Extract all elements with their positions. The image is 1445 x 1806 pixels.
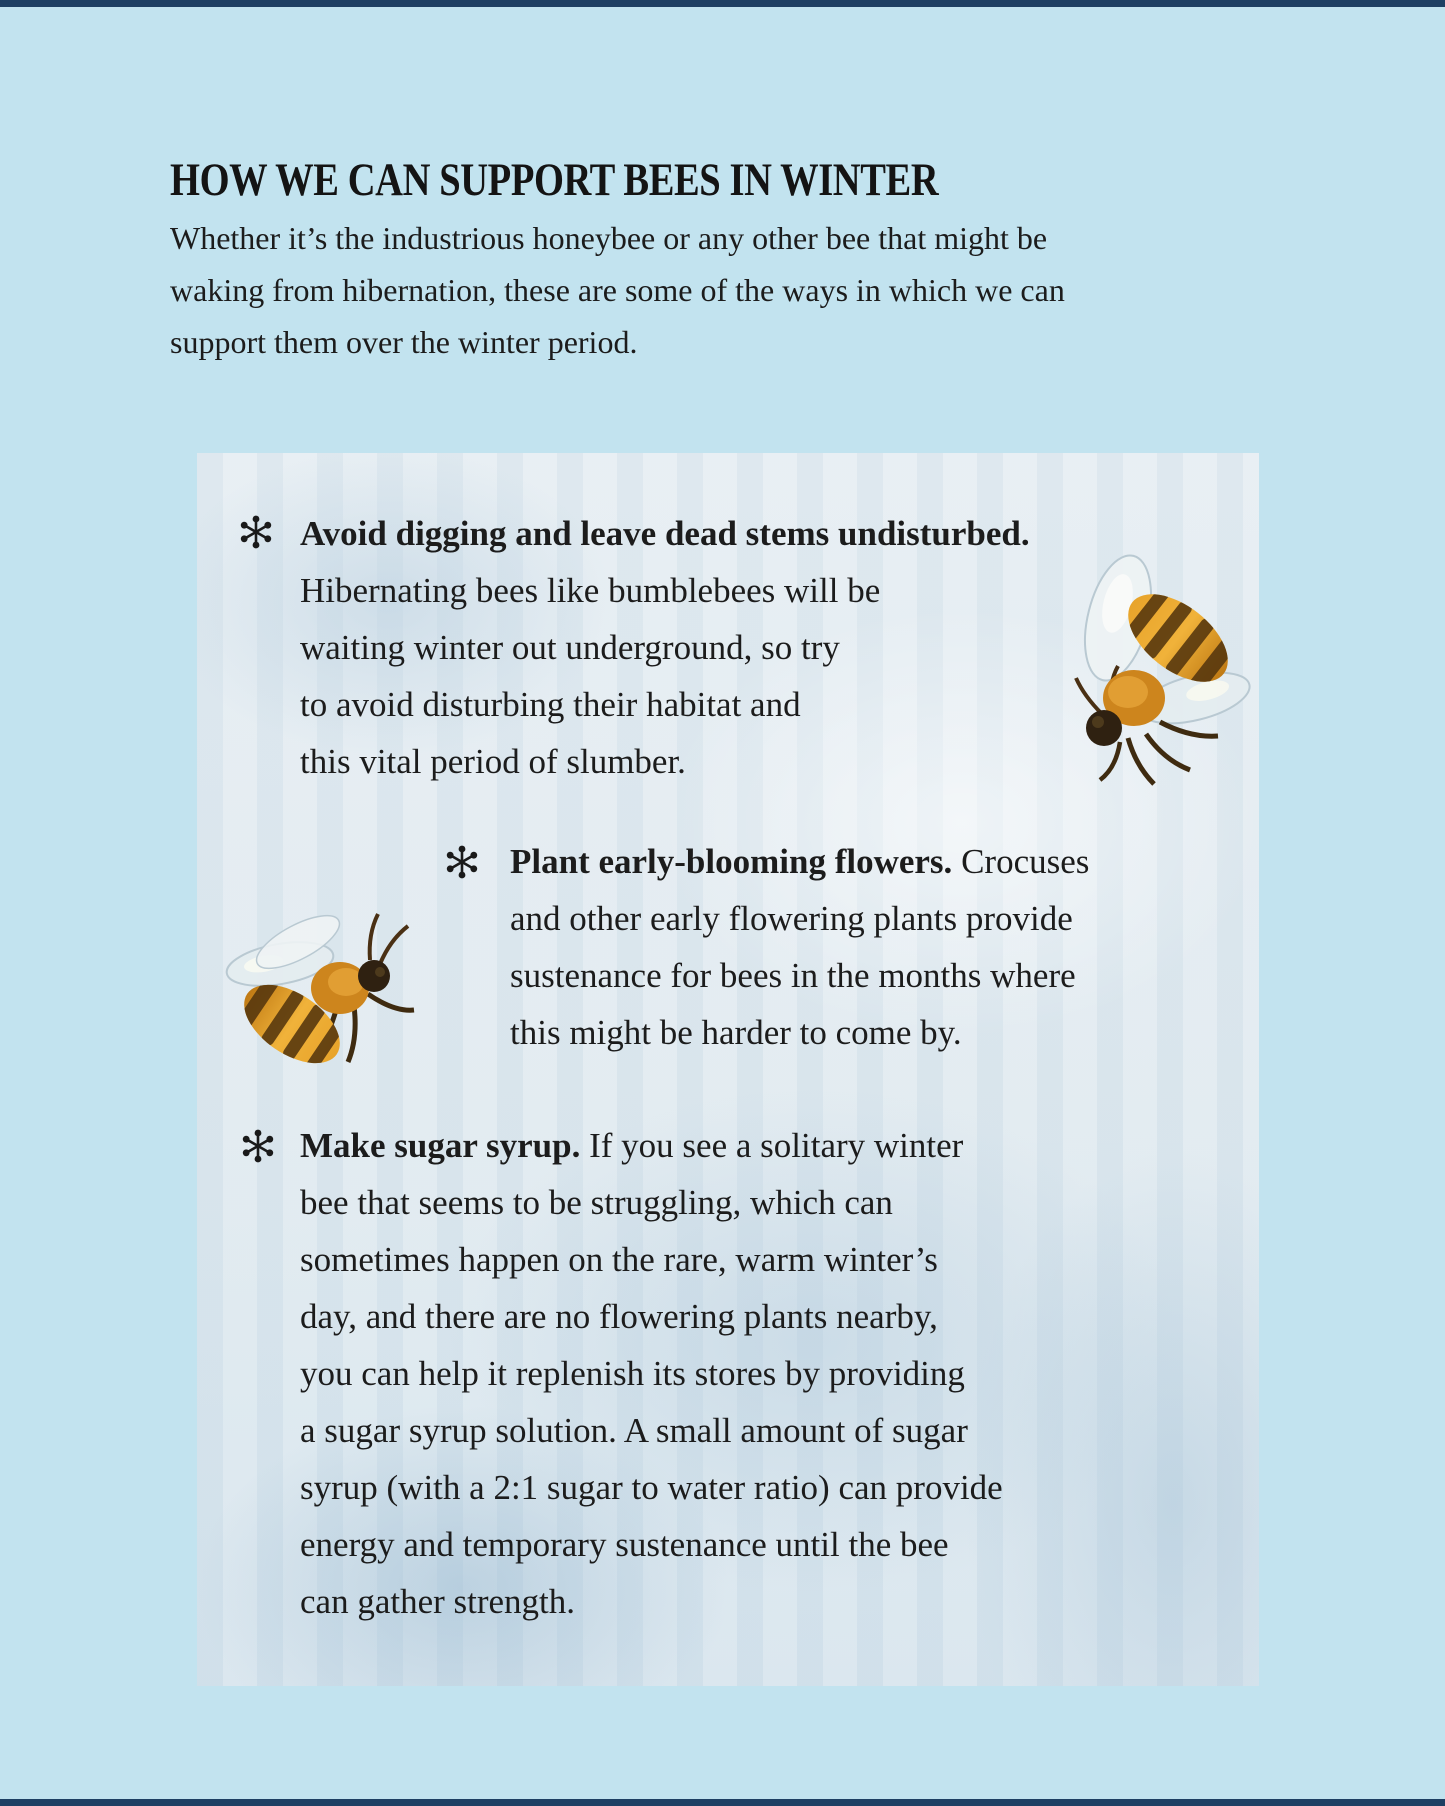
tip-item-plant-flowers: Plant early-blooming flowers. Crocuses and other early flowering plants provide sustenance for bees in the months where this might be harder to come by. <box>510 833 1089 1061</box>
intro-line: support them over the winter period. <box>170 324 638 360</box>
tip-line: sustenance for bees in the months where <box>510 956 1076 995</box>
intro-line: Whether it’s the industrious honeybee or any other bee that might be <box>170 220 1048 256</box>
page-top-edge-bar <box>0 0 1445 7</box>
tip-line: and other early flowering plants provide <box>510 899 1073 938</box>
tip-line: this vital period of slumber. <box>300 742 686 781</box>
tip-line: to avoid disturbing their habitat and <box>300 685 801 724</box>
tip-line: this might be harder to come by. <box>510 1013 962 1052</box>
page-bottom-edge-bar <box>0 1799 1445 1806</box>
tip-line: day, and there are no flowering plants nearby, <box>300 1297 938 1336</box>
tip-line: bee that seems to be struggling, which can <box>300 1183 893 1222</box>
watercolor-tips-box <box>197 453 1259 1686</box>
asterisk-bullet-icon <box>241 1129 275 1163</box>
tip-line: sometimes happen on the rare, warm winter’s <box>300 1240 938 1279</box>
tip-line: can gather strength. <box>300 1582 576 1621</box>
tip-line: syrup (with a 2:1 sugar to water ratio) can provide <box>300 1468 1003 1507</box>
bee-photo-right <box>1032 546 1260 804</box>
tip-line: you can help it replenish its stores by providing <box>300 1354 965 1393</box>
asterisk-bullet-icon <box>239 515 273 549</box>
tip-line: a sugar syrup solution. A small amount of sugar <box>300 1411 968 1450</box>
intro-line: waking from hibernation, these are some of the ways in which we can <box>170 272 1065 308</box>
tip-item-sugar-syrup: Make sugar syrup. If you see a solitary winter bee that seems to be struggling, which can sometimes happen on the rare, warm winter’s day, and there are no flowering plants nearby, you can help it replenish its stores by providing a sugar syrup solution. A small amount of sugar syrup (with a 2:1 sugar to water ratio) can provide energy and temporary sustenance until the bee can gather strength. <box>300 1117 1003 1630</box>
asterisk-bullet-icon <box>445 845 479 879</box>
intro-paragraph <box>170 212 1065 368</box>
tip-line: energy and temporary sustenance until the bee <box>300 1525 949 1564</box>
tip-line: Hibernating bees like bumblebees will be <box>300 571 881 610</box>
tip-lead-text: Plant early-blooming flowers. <box>510 842 953 881</box>
bee-photo-left <box>218 882 440 1084</box>
tip-item-avoid-digging <box>300 505 1030 790</box>
tip-lead-text: Avoid digging and leave dead stems undisturbed. <box>300 514 1030 553</box>
page-title: HOW WE CAN SUPPORT BEES IN WINTER <box>170 154 939 207</box>
tip-line: waiting winter out underground, so try <box>300 628 840 667</box>
tip-lead-text: Make sugar syrup. <box>300 1126 581 1165</box>
